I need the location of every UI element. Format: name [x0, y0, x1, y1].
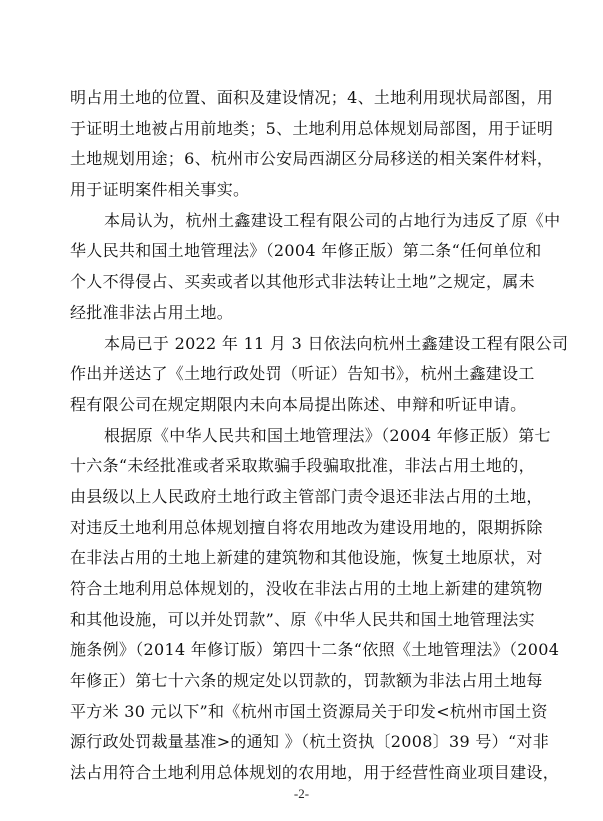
text-line: 用于证明案件相关事实。	[70, 180, 250, 200]
text-line: 源行政处罚裁量基准>的通知 》（杭土资执〔2008〕39 号）“对非	[70, 732, 550, 752]
text-line: 法占用符合土地利用总体规划的农用地，用于经营性商业项目建设，	[70, 763, 560, 783]
text-line: 由县级以上人民政府土地行政主管部门责令退还非法占用的土地，	[70, 486, 543, 506]
text-line: 和其他设施，可以并处罚款”、原《中华人民共和国土地管理法实	[70, 609, 535, 629]
text-line: 十六条“未经批准或者采取欺骗手段骗取批准，非法占用土地的，	[70, 456, 535, 476]
text-line: 施条例》（2014 年修订版）第四十二条“依照《土地管理法》（2004	[70, 640, 560, 660]
text-line: 平方米 30 元以下”和《杭州市国土资源局关于印发<杭州市国土资	[70, 701, 548, 721]
text-line: 年修正）第七十六条的规定处以罚款的，罚款额为非法占用土地每	[70, 671, 543, 691]
text-line: 于证明土地被占用前地类；5、土地利用总体规划局部图，用于证明	[70, 118, 554, 138]
text-line: 经批准非法占用土地。	[70, 302, 234, 322]
text-line: 对违反土地利用总体规划擅自将农用地改为建设用地的，限期拆除	[70, 517, 543, 537]
text-line: 土地规划用途；6、杭州市公安局西湖区分局移送的相关案件材料，	[70, 149, 554, 169]
text-line: 华人民共和国土地管理法》（2004 年修正版）第二条“任何单位和	[70, 241, 542, 261]
body-text	[70, 83, 569, 789]
text-line: 根据原《中华人民共和国土地管理法》（2004 年修正版）第七	[104, 425, 551, 445]
text-line: 明占用土地的位置、面积及建设情况；4、土地利用现状局部图，用	[70, 88, 554, 107]
text-line: 本局已于 2022 年 11 月 3 日依法向杭州土鑫建设工程有限公司	[104, 333, 569, 353]
text-line: 个人不得侵占、买卖或者以其他形式非法转让土地”之规定，属未	[70, 272, 535, 292]
text-line: 程有限公司在规定期限内未向本局提出陈述、申辩和听证申请。	[70, 394, 527, 414]
text-line: 作出并送达了《土地行政处罚（听证）告知书》，杭州土鑫建设工	[70, 364, 535, 384]
page-number: -2-	[293, 786, 310, 801]
text-line: 符合土地利用总体规划的，没收在非法占用的土地上新建的建筑物	[70, 579, 543, 598]
text-line: 本局认为，杭州土鑫建设工程有限公司的占地行为违反了原《中	[104, 210, 561, 230]
text-line: 在非法占用的土地上新建的建筑物和其他设施，恢复土地原状，对	[70, 548, 543, 568]
